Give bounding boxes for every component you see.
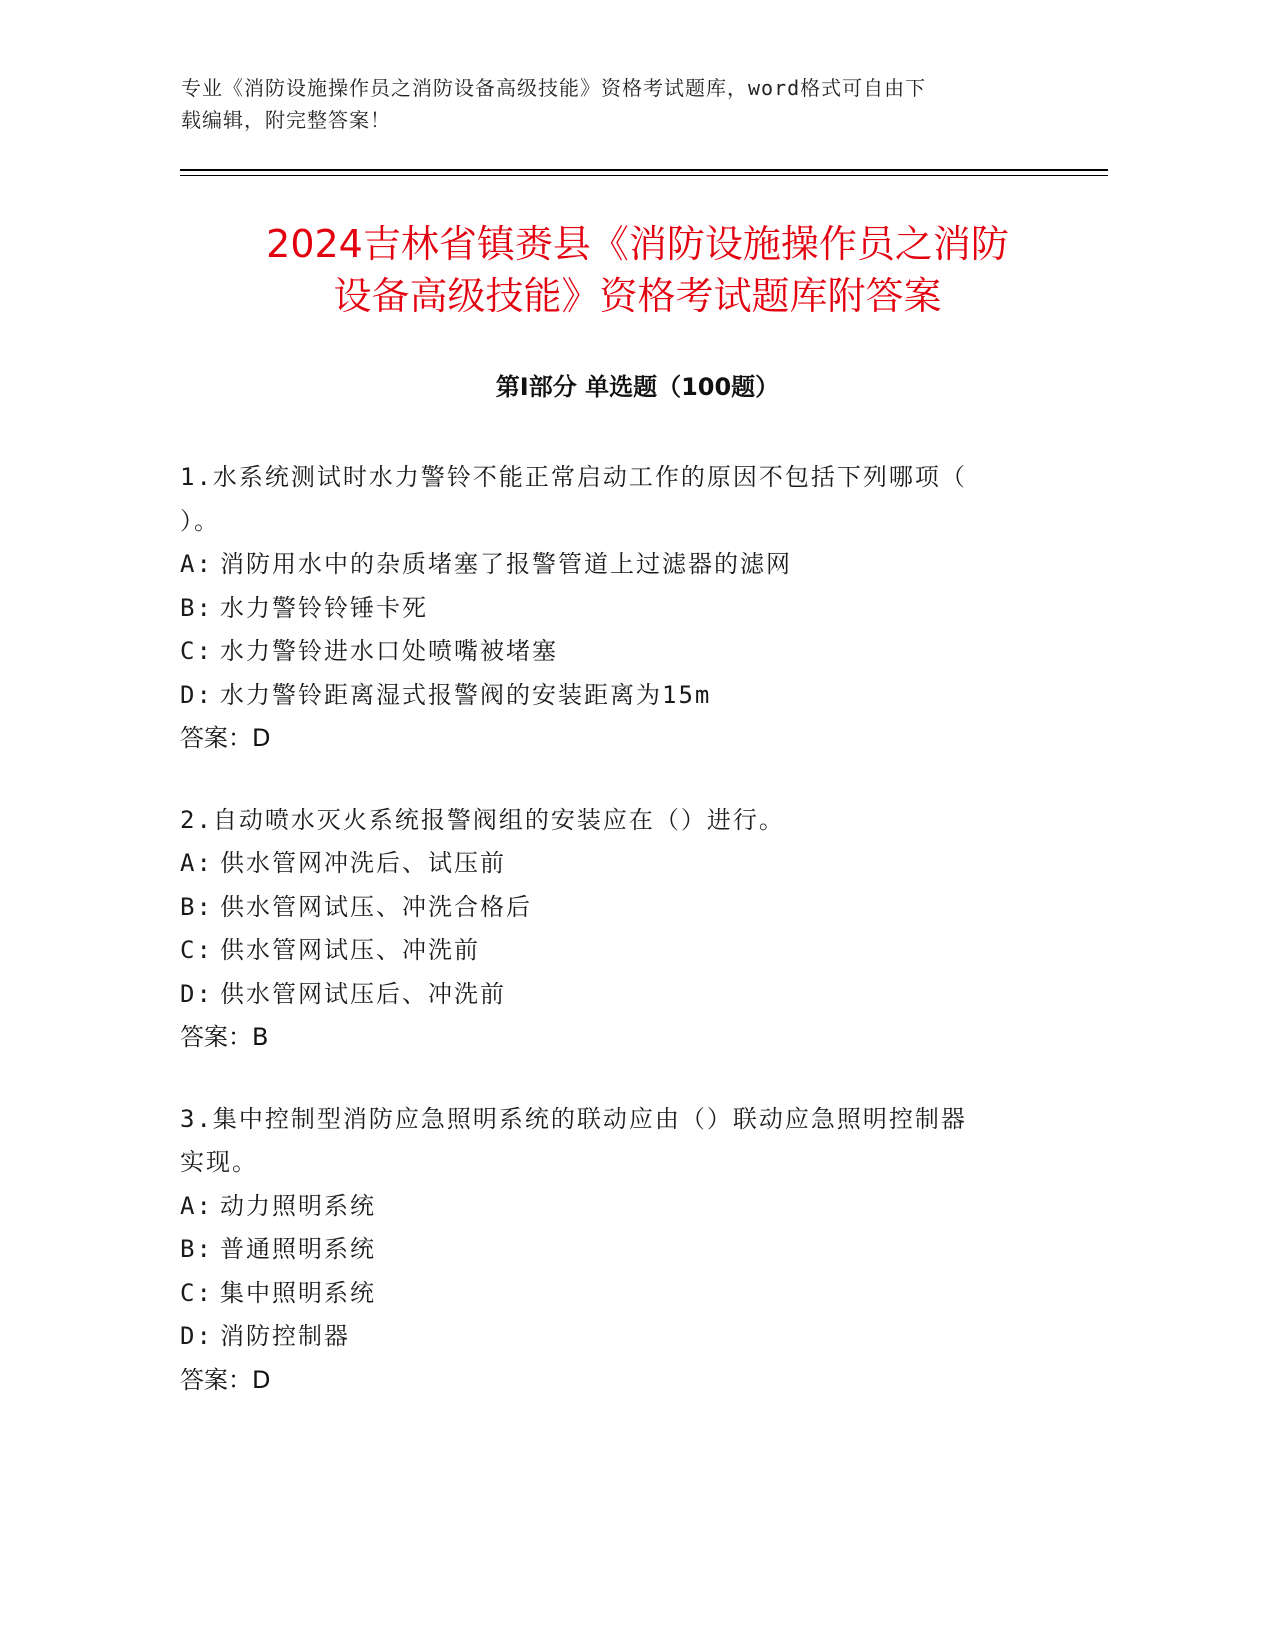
option-b [180, 1228, 1030, 1272]
option-letter: A: [180, 1191, 213, 1220]
option-a [180, 1185, 1030, 1229]
document-title-line-1: 2024吉林省镇赉县《消防设施操作员之消防 [266, 222, 1009, 266]
document-title [160, 218, 1115, 322]
option-b [180, 587, 1030, 631]
option-c [180, 1272, 1030, 1316]
question-3 [180, 1098, 1030, 1403]
answer-label: 答案：D [180, 724, 271, 752]
option-a [180, 842, 1030, 886]
option-text: 动力照明系统 [220, 1191, 376, 1220]
option-letter: D: [180, 1322, 213, 1350]
option-text: 供水管网试压后、冲洗前 [220, 979, 506, 1008]
document-title-line-2: 设备高级技能》资格考试题库附答案 [333, 274, 942, 318]
option-text: 供水管网冲洗后、试压前 [220, 849, 506, 877]
question-list [180, 456, 1030, 1440]
option-b [180, 886, 1030, 930]
question-2 [180, 799, 1030, 1060]
option-d [180, 674, 1030, 718]
option-text: 集中照明系统 [220, 1278, 376, 1307]
option-text: 水力警铃距离湿式报警阀的安装距离为15m [220, 680, 712, 709]
header-note-line-1: 专业《消防设施操作员之消防设备高级技能》资格考试题库，word格式可自由下 [181, 76, 927, 100]
option-letter: B: [180, 593, 213, 622]
header-note-line-2: 载编辑，附完整答案！ [181, 108, 391, 132]
option-letter: C: [180, 1278, 213, 1307]
option-text: 水力警铃铃锤卡死 [220, 593, 428, 622]
option-c [180, 630, 1030, 674]
option-d [180, 1315, 1030, 1359]
option-letter: A: [180, 849, 213, 877]
question-stem: 3.集中控制型消防应急照明系统的联动应由（）联动应急照明控制器 [180, 1104, 967, 1133]
option-letter: B: [180, 1235, 213, 1263]
option-d [180, 973, 1030, 1017]
option-text: 水力警铃进水口处喷嘴被堵塞 [220, 637, 558, 665]
header-note [181, 72, 1031, 136]
option-letter: B: [180, 892, 213, 921]
option-text: 消防控制器 [220, 1322, 350, 1350]
question-stem-continued: ）。 [180, 506, 220, 535]
answer-label: 答案：D [180, 1365, 271, 1394]
question-stem-continued: 实现。 [180, 1148, 258, 1176]
answer-label: 答案：B [180, 1023, 269, 1051]
option-letter: C: [180, 637, 213, 665]
option-letter: D: [180, 979, 213, 1008]
option-text: 普通照明系统 [220, 1235, 376, 1263]
header-divider-thick [180, 169, 1108, 171]
option-a [180, 543, 1030, 587]
section-title: 第Ⅰ部分 单选题（100题） [495, 373, 780, 401]
option-letter: C: [180, 936, 213, 964]
option-letter: A: [180, 550, 213, 578]
question-stem: 2.自动喷水灭火系统报警阀组的安装应在（）进行。 [180, 805, 785, 834]
option-c [180, 929, 1030, 973]
question-stem: 1.水系统测试时水力警铃不能正常启动工作的原因不包括下列哪项（ [180, 463, 967, 491]
option-text: 供水管网试压、冲洗合格后 [220, 892, 532, 921]
header-divider-thin [180, 175, 1108, 176]
option-text: 消防用水中的杂质堵塞了报警管道上过滤器的滤网 [220, 550, 792, 578]
option-letter: D: [180, 680, 213, 709]
option-text: 供水管网试压、冲洗前 [220, 936, 480, 964]
question-1 [180, 456, 1030, 761]
